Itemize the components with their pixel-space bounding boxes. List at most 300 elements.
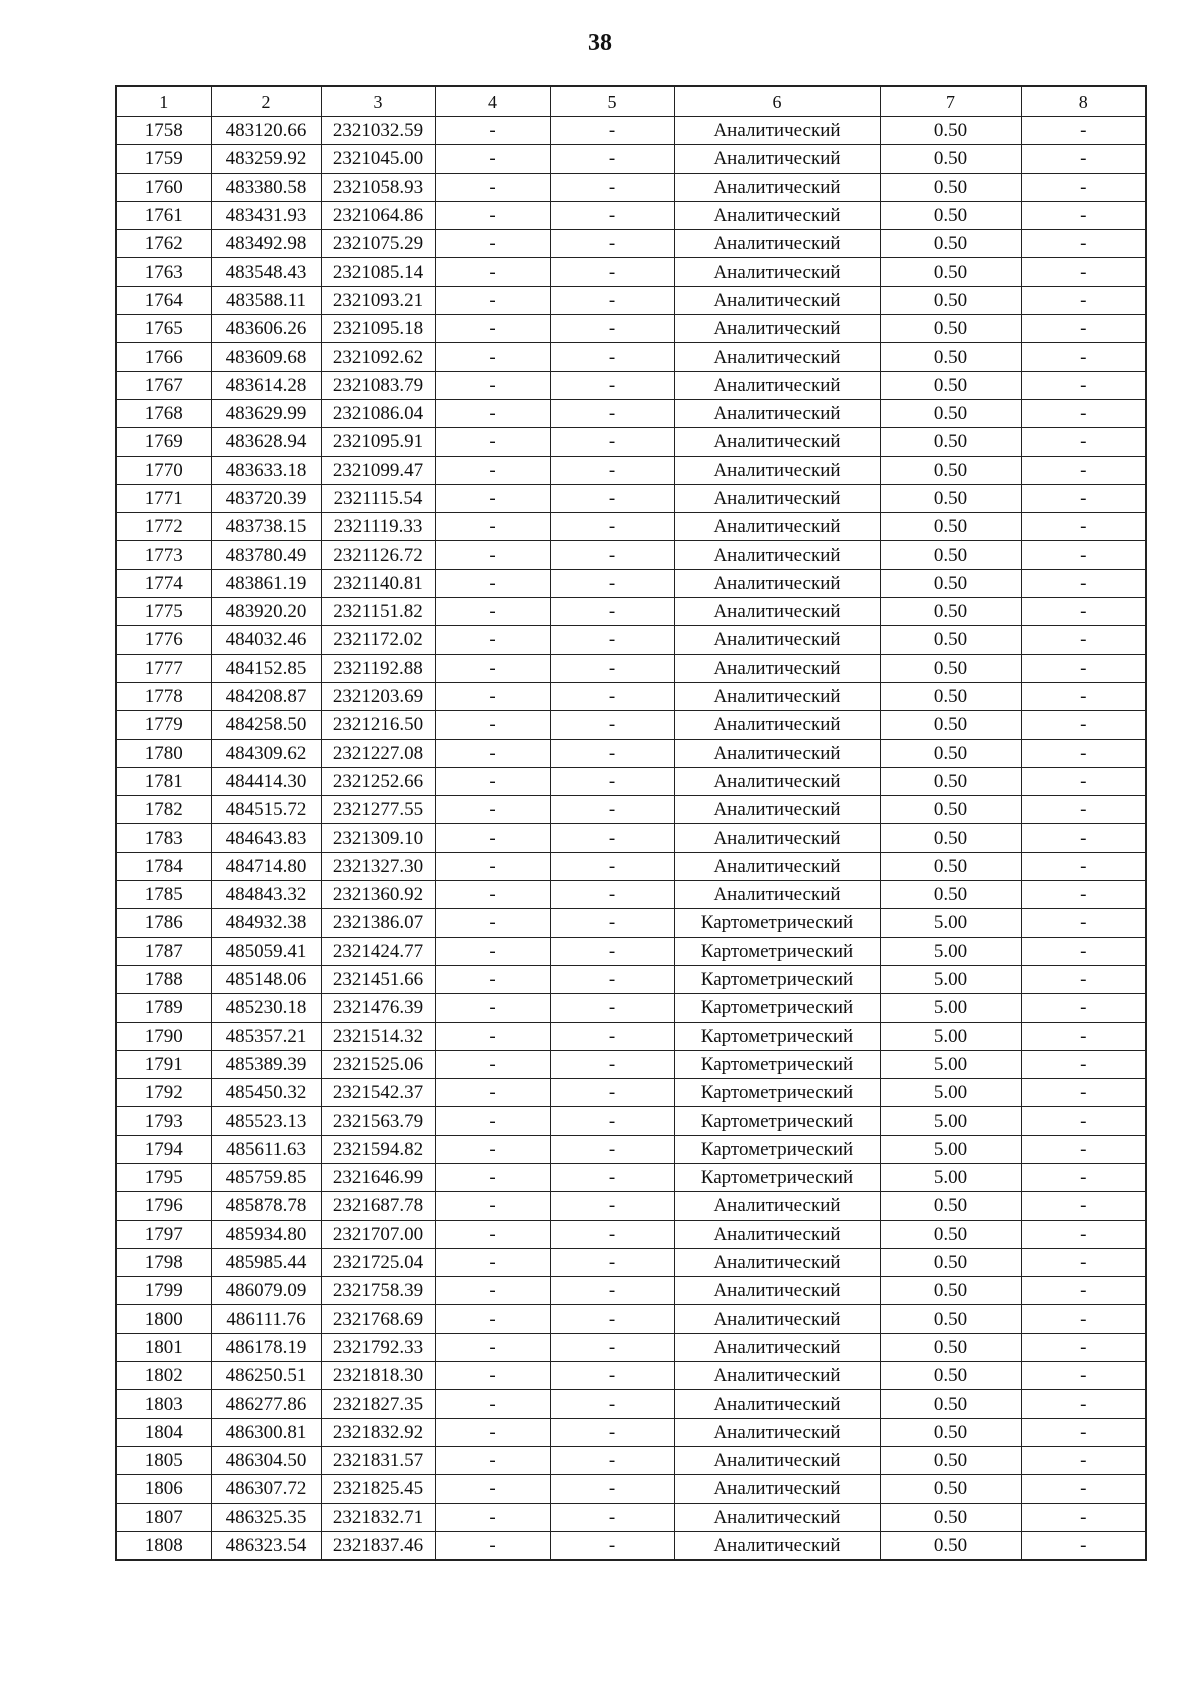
- table-cell: 483780.49: [211, 541, 321, 569]
- table-cell: 2321140.81: [321, 569, 435, 597]
- table-cell: Аналитический: [674, 1390, 880, 1418]
- table-cell: 483629.99: [211, 399, 321, 427]
- table-cell: 2321792.33: [321, 1333, 435, 1361]
- table-cell: -: [550, 739, 674, 767]
- table-cell: -: [1021, 1418, 1146, 1446]
- table-cell: -: [1021, 1390, 1146, 1418]
- table-cell: 486325.35: [211, 1503, 321, 1531]
- table-cell: -: [550, 145, 674, 173]
- table-cell: 1806: [116, 1475, 211, 1503]
- table-cell: Аналитический: [674, 1220, 880, 1248]
- table-cell: Аналитический: [674, 201, 880, 229]
- table-row: [116, 145, 1146, 173]
- table-cell: Аналитический: [674, 173, 880, 201]
- table-cell: 2321831.57: [321, 1446, 435, 1474]
- table-cell: 2321058.93: [321, 173, 435, 201]
- table-cell: -: [1021, 484, 1146, 512]
- table-cell: 1772: [116, 513, 211, 541]
- table-cell: -: [1021, 541, 1146, 569]
- table-cell: 2321277.55: [321, 796, 435, 824]
- table-cell: 483920.20: [211, 598, 321, 626]
- table-cell: -: [1021, 258, 1146, 286]
- table-cell: 2321095.91: [321, 428, 435, 456]
- table-cell: -: [550, 456, 674, 484]
- table-row: [116, 1163, 1146, 1191]
- table-cell: 484515.72: [211, 796, 321, 824]
- table-cell: -: [550, 117, 674, 145]
- table-cell: -: [435, 1333, 550, 1361]
- table-cell: 484208.87: [211, 682, 321, 710]
- table-cell: 484152.85: [211, 654, 321, 682]
- table-cell: -: [550, 767, 674, 795]
- table-cell: -: [435, 117, 550, 145]
- table-cell: 1776: [116, 626, 211, 654]
- column-header: 8: [1021, 86, 1146, 117]
- table-cell: 0.50: [880, 852, 1021, 880]
- table-cell: 1801: [116, 1333, 211, 1361]
- table-cell: 1786: [116, 909, 211, 937]
- table-row: [116, 682, 1146, 710]
- table-cell: -: [1021, 598, 1146, 626]
- table-cell: 1782: [116, 796, 211, 824]
- table-cell: 0.50: [880, 1220, 1021, 1248]
- table-row: [116, 1503, 1146, 1531]
- table-row: [116, 1022, 1146, 1050]
- table-cell: 0.50: [880, 399, 1021, 427]
- table-cell: -: [1021, 1531, 1146, 1560]
- table-cell: Картометрический: [674, 1135, 880, 1163]
- table-cell: 485389.39: [211, 1050, 321, 1078]
- table-cell: -: [550, 1531, 674, 1560]
- table-row: [116, 399, 1146, 427]
- table-cell: 483628.94: [211, 428, 321, 456]
- table-cell: 0.50: [880, 1390, 1021, 1418]
- table-cell: 1775: [116, 598, 211, 626]
- table-cell: Аналитический: [674, 1418, 880, 1446]
- table-cell: 2321192.88: [321, 654, 435, 682]
- table-cell: Картометрический: [674, 965, 880, 993]
- table-cell: -: [1021, 1022, 1146, 1050]
- table-cell: -: [550, 399, 674, 427]
- table-row: [116, 1220, 1146, 1248]
- table-cell: Аналитический: [674, 598, 880, 626]
- table-cell: 2321825.45: [321, 1475, 435, 1503]
- table-cell: 2321687.78: [321, 1192, 435, 1220]
- table-row: [116, 173, 1146, 201]
- table-cell: -: [550, 569, 674, 597]
- table-cell: 0.50: [880, 767, 1021, 795]
- table-cell: -: [1021, 173, 1146, 201]
- table-row: [116, 1107, 1146, 1135]
- table-cell: 2321514.32: [321, 1022, 435, 1050]
- table-cell: 1805: [116, 1446, 211, 1474]
- table-cell: -: [435, 484, 550, 512]
- table-row: [116, 1390, 1146, 1418]
- table-cell: -: [1021, 965, 1146, 993]
- table-cell: 0.50: [880, 343, 1021, 371]
- table-cell: 1763: [116, 258, 211, 286]
- table-cell: -: [550, 258, 674, 286]
- table-cell: Аналитический: [674, 145, 880, 173]
- table-row: [116, 598, 1146, 626]
- table-cell: -: [550, 1248, 674, 1276]
- table-cell: 486277.86: [211, 1390, 321, 1418]
- table-cell: -: [435, 739, 550, 767]
- table-cell: Аналитический: [674, 711, 880, 739]
- table-cell: 0.50: [880, 201, 1021, 229]
- table-cell: Картометрический: [674, 909, 880, 937]
- table-cell: 2321092.62: [321, 343, 435, 371]
- table-cell: -: [1021, 1107, 1146, 1135]
- table-cell: 1807: [116, 1503, 211, 1531]
- table-cell: 1780: [116, 739, 211, 767]
- table-row: [116, 852, 1146, 880]
- table-cell: -: [435, 1475, 550, 1503]
- column-header: 7: [880, 86, 1021, 117]
- table-cell: -: [550, 682, 674, 710]
- table-cell: 0.50: [880, 371, 1021, 399]
- table-cell: 483720.39: [211, 484, 321, 512]
- table-row: [116, 881, 1146, 909]
- table-cell: Аналитический: [674, 767, 880, 795]
- table-cell: 2321542.37: [321, 1079, 435, 1107]
- table-cell: -: [435, 654, 550, 682]
- table-cell: Аналитический: [674, 569, 880, 597]
- table-cell: Аналитический: [674, 315, 880, 343]
- table-cell: 1793: [116, 1107, 211, 1135]
- table-cell: 2321095.18: [321, 315, 435, 343]
- table-cell: Аналитический: [674, 258, 880, 286]
- table-cell: 484414.30: [211, 767, 321, 795]
- table-cell: -: [435, 1022, 550, 1050]
- table-cell: -: [435, 909, 550, 937]
- table-cell: 483861.19: [211, 569, 321, 597]
- table-cell: -: [550, 1079, 674, 1107]
- table-row: [116, 1135, 1146, 1163]
- table-cell: 2321707.00: [321, 1220, 435, 1248]
- table-cell: -: [435, 598, 550, 626]
- table-cell: 2321476.39: [321, 994, 435, 1022]
- coordinates-table: [115, 85, 1147, 1561]
- column-header: 2: [211, 86, 321, 117]
- table-cell: 2321085.14: [321, 258, 435, 286]
- table-cell: 1795: [116, 1163, 211, 1191]
- table-cell: -: [435, 258, 550, 286]
- table-cell: -: [435, 1050, 550, 1078]
- column-header: 1: [116, 86, 211, 117]
- table-cell: -: [435, 796, 550, 824]
- table-cell: 0.50: [880, 258, 1021, 286]
- table-cell: 0.50: [880, 569, 1021, 597]
- table-cell: -: [1021, 145, 1146, 173]
- table-cell: -: [550, 1362, 674, 1390]
- table-cell: 485985.44: [211, 1248, 321, 1276]
- table-cell: 0.50: [880, 598, 1021, 626]
- table-cell: -: [435, 145, 550, 173]
- table-cell: 0.50: [880, 1503, 1021, 1531]
- table-row: [116, 1079, 1146, 1107]
- table-row: [116, 456, 1146, 484]
- table-cell: -: [1021, 201, 1146, 229]
- table-cell: 484258.50: [211, 711, 321, 739]
- table-cell: -: [550, 881, 674, 909]
- table-cell: 1794: [116, 1135, 211, 1163]
- table-cell: Аналитический: [674, 484, 880, 512]
- table-cell: 1783: [116, 824, 211, 852]
- table-cell: -: [1021, 909, 1146, 937]
- column-header: 5: [550, 86, 674, 117]
- table-cell: -: [550, 201, 674, 229]
- table-cell: -: [1021, 739, 1146, 767]
- table-cell: -: [1021, 1446, 1146, 1474]
- table-row: [116, 1305, 1146, 1333]
- table-cell: -: [435, 541, 550, 569]
- table-cell: 1800: [116, 1305, 211, 1333]
- table-cell: 1762: [116, 230, 211, 258]
- table-cell: -: [550, 1475, 674, 1503]
- table-cell: 2321126.72: [321, 541, 435, 569]
- table-cell: 1804: [116, 1418, 211, 1446]
- table-cell: 0.50: [880, 484, 1021, 512]
- table-cell: 1802: [116, 1362, 211, 1390]
- table-cell: -: [1021, 343, 1146, 371]
- table-cell: -: [550, 1390, 674, 1418]
- table-cell: 0.50: [880, 682, 1021, 710]
- table-cell: -: [1021, 1248, 1146, 1276]
- table-cell: Аналитический: [674, 371, 880, 399]
- table-cell: -: [1021, 230, 1146, 258]
- table-cell: Аналитический: [674, 1362, 880, 1390]
- table-cell: 2321837.46: [321, 1531, 435, 1560]
- table-cell: 2321064.86: [321, 201, 435, 229]
- header-row: [116, 86, 1146, 117]
- table-cell: 485611.63: [211, 1135, 321, 1163]
- table-cell: 1798: [116, 1248, 211, 1276]
- table-cell: -: [1021, 626, 1146, 654]
- table-cell: -: [550, 371, 674, 399]
- table-row: [116, 371, 1146, 399]
- table-cell: Аналитический: [674, 824, 880, 852]
- table-cell: 1797: [116, 1220, 211, 1248]
- table-cell: -: [435, 1107, 550, 1135]
- table-cell: 483588.11: [211, 286, 321, 314]
- table-cell: 483614.28: [211, 371, 321, 399]
- table-cell: 483633.18: [211, 456, 321, 484]
- table-cell: 1760: [116, 173, 211, 201]
- table-cell: -: [435, 456, 550, 484]
- table-cell: 2321758.39: [321, 1277, 435, 1305]
- table-cell: 1784: [116, 852, 211, 880]
- table-cell: -: [550, 824, 674, 852]
- table-row: [116, 1192, 1146, 1220]
- table-cell: -: [435, 286, 550, 314]
- table-cell: -: [435, 965, 550, 993]
- table-cell: 0.50: [880, 145, 1021, 173]
- table-cell: -: [1021, 371, 1146, 399]
- table-cell: 483120.66: [211, 117, 321, 145]
- table-cell: -: [1021, 1503, 1146, 1531]
- table-cell: 5.00: [880, 1135, 1021, 1163]
- table-row: [116, 315, 1146, 343]
- table-cell: -: [1021, 117, 1146, 145]
- table-row: [116, 428, 1146, 456]
- table-cell: 2321832.71: [321, 1503, 435, 1531]
- table-cell: Аналитический: [674, 1475, 880, 1503]
- table-cell: -: [435, 428, 550, 456]
- table-row: [116, 513, 1146, 541]
- table-cell: 2321827.35: [321, 1390, 435, 1418]
- table-cell: 1774: [116, 569, 211, 597]
- table-cell: Картометрический: [674, 994, 880, 1022]
- table-cell: 485759.85: [211, 1163, 321, 1191]
- table-row: [116, 1362, 1146, 1390]
- table-cell: 0.50: [880, 1248, 1021, 1276]
- table-cell: 483609.68: [211, 343, 321, 371]
- table-cell: Аналитический: [674, 230, 880, 258]
- table-cell: 484932.38: [211, 909, 321, 937]
- table-cell: -: [550, 1220, 674, 1248]
- table-cell: -: [435, 1362, 550, 1390]
- table-cell: Аналитический: [674, 881, 880, 909]
- table-cell: 484643.83: [211, 824, 321, 852]
- table-row: [116, 711, 1146, 739]
- table-cell: -: [435, 569, 550, 597]
- table-cell: 0.50: [880, 1333, 1021, 1361]
- table-cell: -: [550, 428, 674, 456]
- table-row: [116, 937, 1146, 965]
- table-cell: 486250.51: [211, 1362, 321, 1390]
- table-cell: Картометрический: [674, 1050, 880, 1078]
- table-cell: -: [550, 626, 674, 654]
- table-cell: 483548.43: [211, 258, 321, 286]
- table-row: [116, 230, 1146, 258]
- table-cell: 486079.09: [211, 1277, 321, 1305]
- page-number: 38: [588, 30, 612, 56]
- table-cell: -: [435, 1163, 550, 1191]
- table-cell: 1765: [116, 315, 211, 343]
- table-cell: 5.00: [880, 1022, 1021, 1050]
- table-cell: Картометрический: [674, 1163, 880, 1191]
- table-cell: 5.00: [880, 937, 1021, 965]
- table-cell: 0.50: [880, 1305, 1021, 1333]
- table-cell: 1768: [116, 399, 211, 427]
- table-cell: -: [550, 315, 674, 343]
- table-cell: Аналитический: [674, 117, 880, 145]
- table-cell: 2321099.47: [321, 456, 435, 484]
- table-cell: 486111.76: [211, 1305, 321, 1333]
- table-cell: Аналитический: [674, 1248, 880, 1276]
- table-cell: -: [1021, 1305, 1146, 1333]
- table-cell: 0.50: [880, 654, 1021, 682]
- table-cell: -: [435, 682, 550, 710]
- table-cell: -: [435, 1531, 550, 1560]
- table-cell: 2321646.99: [321, 1163, 435, 1191]
- table-cell: -: [435, 1192, 550, 1220]
- table-cell: -: [550, 1163, 674, 1191]
- table-cell: -: [550, 173, 674, 201]
- table-cell: -: [550, 1022, 674, 1050]
- table-cell: -: [435, 937, 550, 965]
- table-cell: 2321093.21: [321, 286, 435, 314]
- table-cell: -: [1021, 1135, 1146, 1163]
- table-cell: 2321216.50: [321, 711, 435, 739]
- table-cell: -: [1021, 1220, 1146, 1248]
- table-cell: -: [550, 230, 674, 258]
- table-cell: 0.50: [880, 711, 1021, 739]
- table-cell: Аналитический: [674, 1531, 880, 1560]
- table-cell: 1796: [116, 1192, 211, 1220]
- table-cell: 2321119.33: [321, 513, 435, 541]
- table-cell: 5.00: [880, 1050, 1021, 1078]
- table-cell: Картометрический: [674, 1079, 880, 1107]
- table-cell: -: [550, 1305, 674, 1333]
- table-cell: -: [1021, 881, 1146, 909]
- table-cell: 485230.18: [211, 994, 321, 1022]
- table-cell: -: [1021, 711, 1146, 739]
- table-cell: 486323.54: [211, 1531, 321, 1560]
- table-cell: -: [550, 1503, 674, 1531]
- table-cell: 2321115.54: [321, 484, 435, 512]
- table-cell: 2321563.79: [321, 1107, 435, 1135]
- table-cell: 483606.26: [211, 315, 321, 343]
- table-cell: 1781: [116, 767, 211, 795]
- table-cell: 1773: [116, 541, 211, 569]
- table-cell: -: [1021, 1163, 1146, 1191]
- table-row: [116, 286, 1146, 314]
- table-cell: Аналитический: [674, 286, 880, 314]
- table-cell: 1808: [116, 1531, 211, 1560]
- table-cell: Аналитический: [674, 399, 880, 427]
- table-row: [116, 1475, 1146, 1503]
- table-cell: 0.50: [880, 824, 1021, 852]
- table-cell: -: [435, 824, 550, 852]
- table-cell: 1788: [116, 965, 211, 993]
- table-cell: 2321151.82: [321, 598, 435, 626]
- table-cell: 1791: [116, 1050, 211, 1078]
- table-cell: -: [550, 541, 674, 569]
- table-cell: 0.50: [880, 315, 1021, 343]
- table-cell: -: [435, 852, 550, 880]
- table-row: [116, 1277, 1146, 1305]
- table-cell: Аналитический: [674, 1277, 880, 1305]
- table-cell: 0.50: [880, 286, 1021, 314]
- table-cell: 485450.32: [211, 1079, 321, 1107]
- table-row: [116, 1050, 1146, 1078]
- table-cell: 1770: [116, 456, 211, 484]
- table-cell: 484309.62: [211, 739, 321, 767]
- table-cell: Аналитический: [674, 852, 880, 880]
- table-cell: 2321818.30: [321, 1362, 435, 1390]
- table-cell: -: [1021, 1079, 1146, 1107]
- table-cell: 483492.98: [211, 230, 321, 258]
- table-cell: -: [1021, 937, 1146, 965]
- table-cell: 1759: [116, 145, 211, 173]
- table-cell: 484714.80: [211, 852, 321, 880]
- table-cell: 485523.13: [211, 1107, 321, 1135]
- table-row: [116, 569, 1146, 597]
- table-cell: 2321594.82: [321, 1135, 435, 1163]
- column-header: 3: [321, 86, 435, 117]
- table-cell: 1779: [116, 711, 211, 739]
- table-cell: -: [435, 994, 550, 1022]
- table-cell: Аналитический: [674, 1503, 880, 1531]
- table-cell: -: [1021, 286, 1146, 314]
- table-row: [116, 965, 1146, 993]
- table-cell: -: [550, 513, 674, 541]
- table-cell: 2321086.04: [321, 399, 435, 427]
- table-cell: Картометрический: [674, 1107, 880, 1135]
- table-cell: -: [1021, 513, 1146, 541]
